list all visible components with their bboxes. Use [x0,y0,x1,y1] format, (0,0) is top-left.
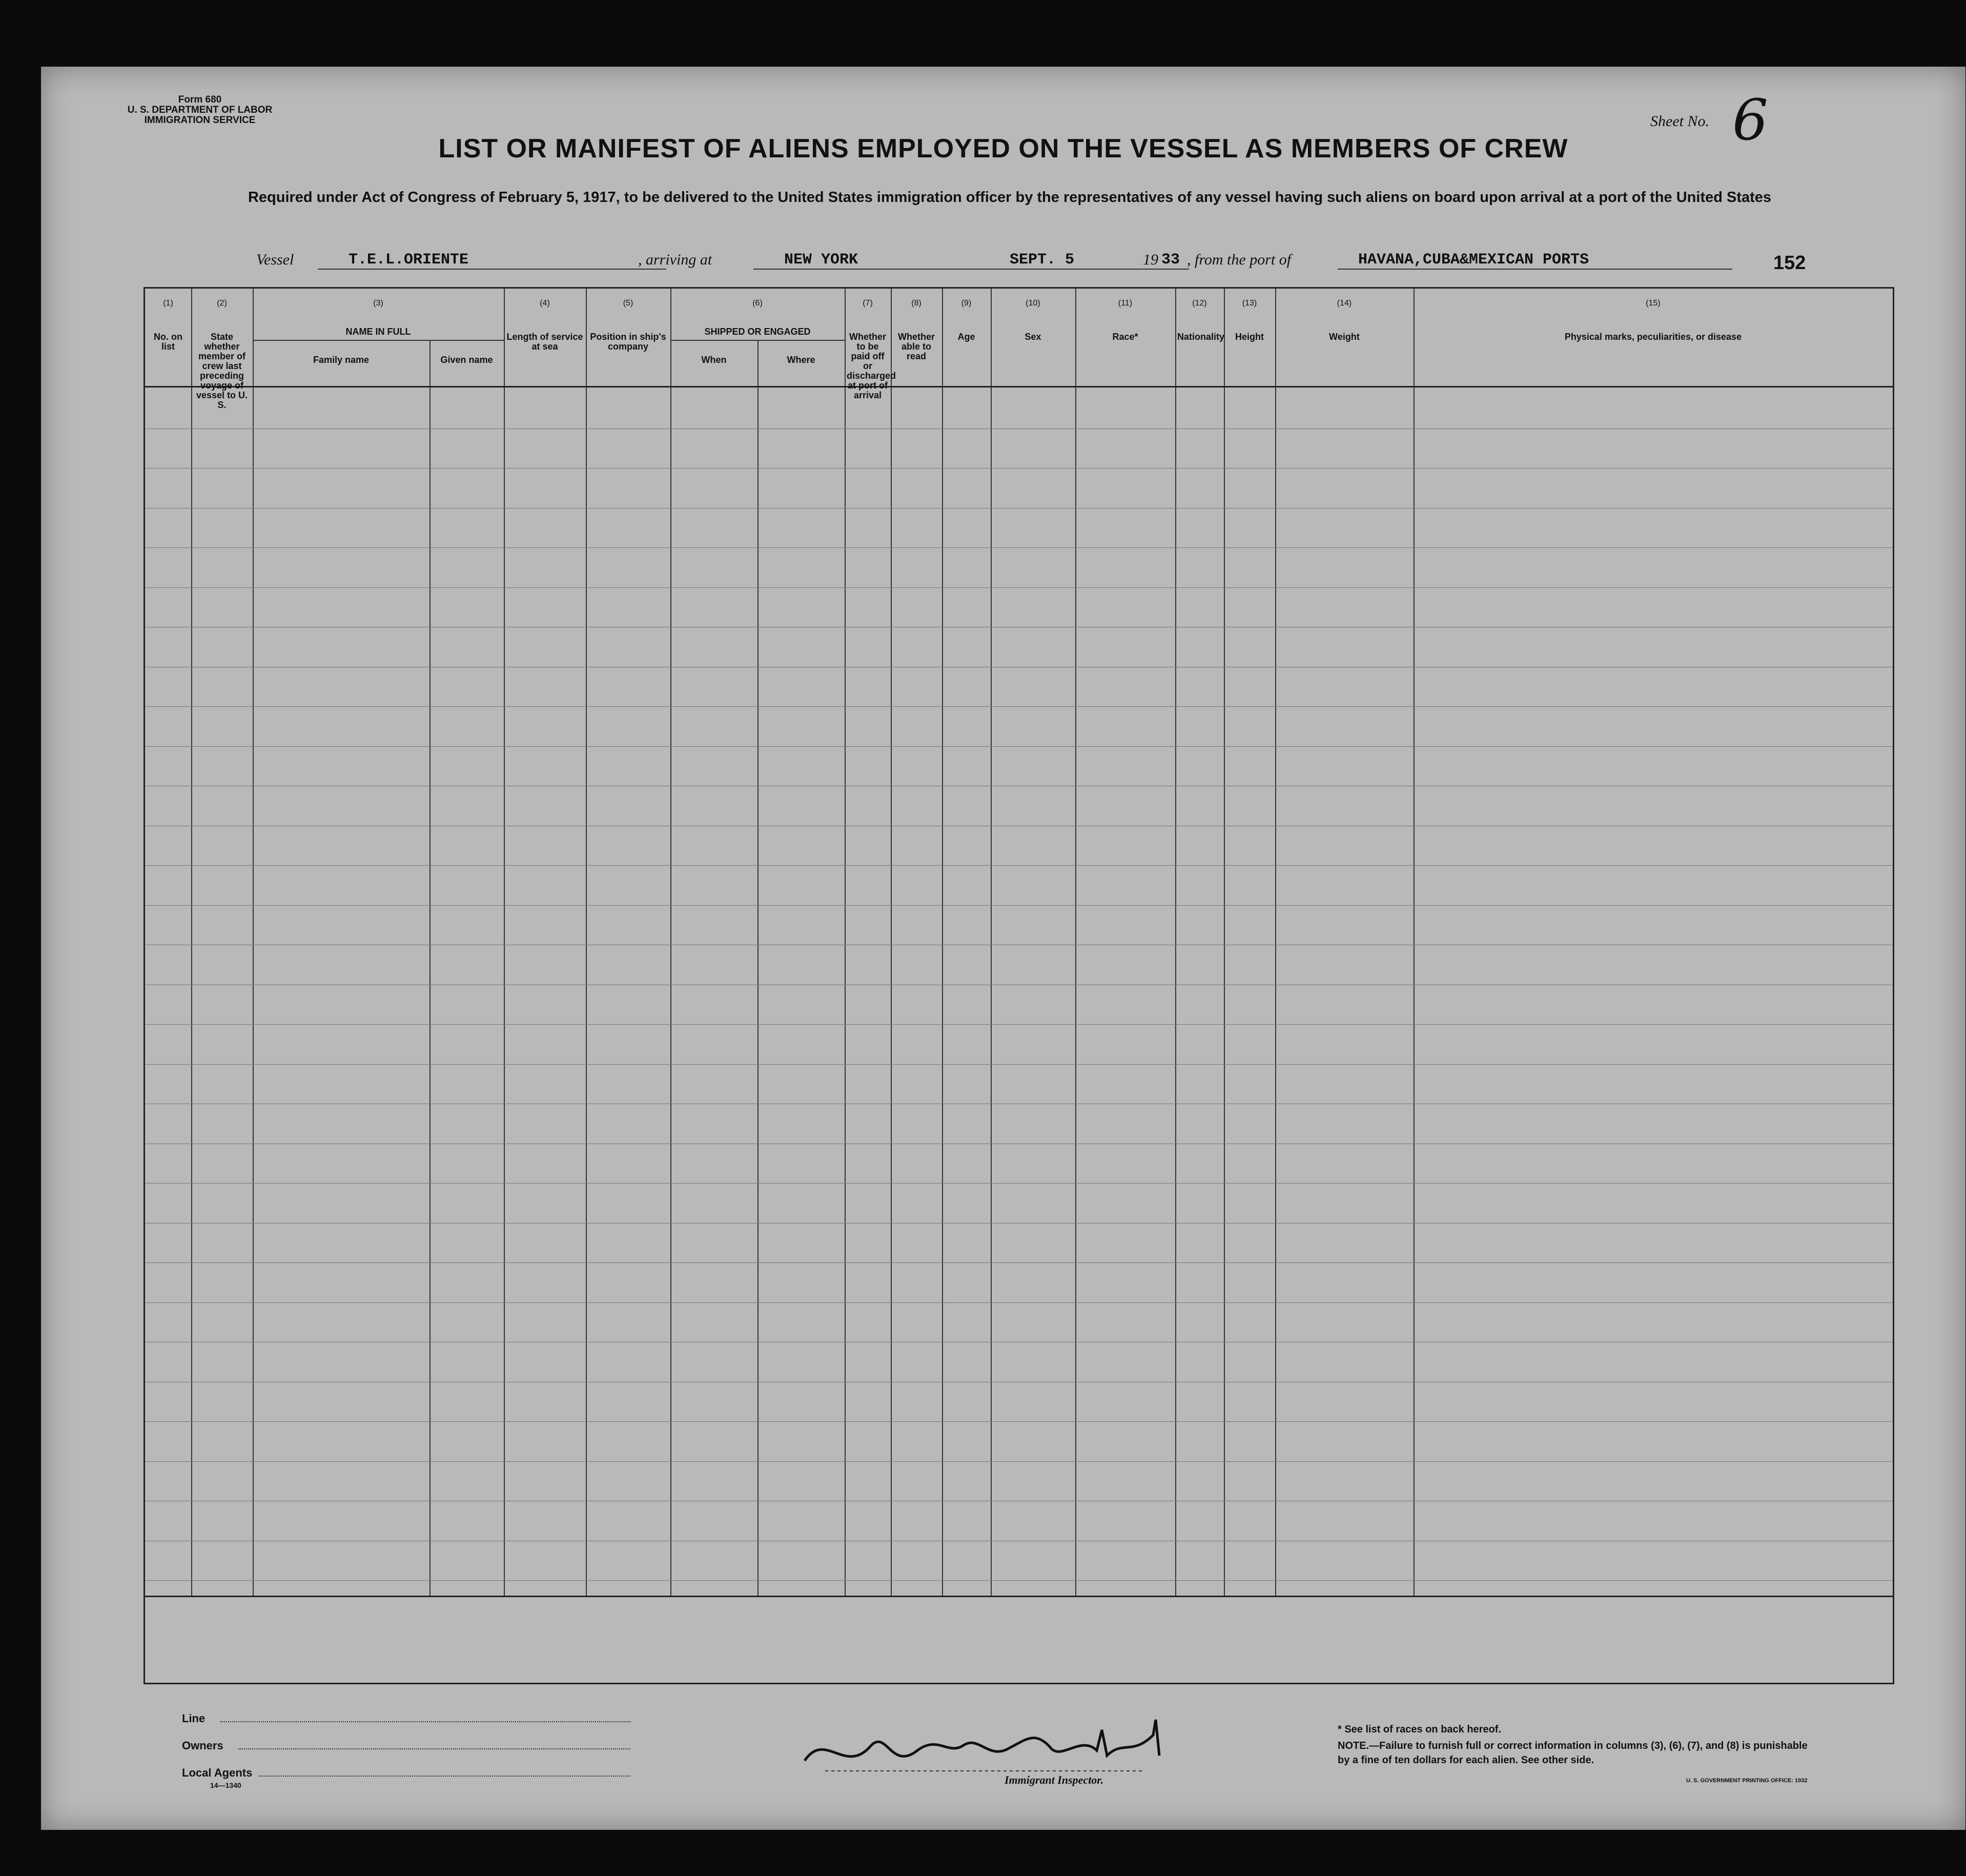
fine-note: NOTE.—Failure to furnish full or correct information in columns (3), (6), (7), and (8) is punishable by a fine of ten dollars for each alien. See other side. [1338,1740,1808,1766]
column-divider [670,289,671,1596]
column-number: (13) [1242,299,1257,308]
row-divider [145,865,1893,866]
owners-field [238,1748,630,1749]
column-number: (2) [217,299,227,308]
column-divider [586,289,587,1596]
row-divider [145,1262,1893,1263]
column-header: Nationality [1177,332,1225,342]
vessel-label: Vessel [256,251,294,268]
column-subheader: Family name [313,355,370,365]
row-divider [145,706,1893,707]
column-divider [757,340,759,1596]
from-port: HAVANA,CUBA&MEXICAN PORTS [1338,251,1732,270]
column-header: Height [1235,332,1264,342]
year-value: 33 [1161,251,1180,269]
column-header: Sex [1025,332,1041,342]
page-subtitle: Required under Act of Congress of February 5, 1917, to be delivered to the United States immigration officer by the representatives of any vessel having such aliens on board upon arrival at a port of the United States [248,189,1772,206]
sheet-no-value: 6 [1732,87,1768,153]
sheet-no-label: Sheet No. [1650,113,1709,130]
column-number: (10) [1026,299,1040,308]
column-divider [942,289,943,1596]
row-divider [145,1223,1893,1224]
crew-table [144,287,1894,1684]
column-header: State whether member of crew last preceding voyage of vessel to U. S. [196,332,248,410]
column-number: (12) [1192,299,1207,308]
column-header: Physical marks, peculiarities, or disease [1564,332,1742,342]
column-divider [991,289,992,1596]
page-title: LIST OR MANIFEST OF ALIENS EMPLOYED ON THE VESSEL AS MEMBERS OF CREW [438,134,1568,164]
column-number: (7) [863,299,873,308]
column-divider [191,289,192,1596]
arrival-date: SEPT. 5 [964,251,1189,270]
column-number: (14) [1337,299,1352,308]
manifest-sheet [41,67,1965,1830]
column-number: (8) [911,299,921,308]
column-number: (4) [540,299,550,308]
agents-field [259,1776,630,1777]
header-divider [145,386,1893,388]
column-header: Age [957,332,975,342]
row-divider [145,1580,1893,1581]
column-header: NAME IN FULL [345,327,411,337]
column-subheader: Given name [440,355,493,365]
row-divider [145,1064,1893,1065]
column-divider [504,289,505,1596]
row-divider [145,547,1893,548]
column-divider [429,340,431,1596]
page-number: 152 [1773,252,1806,274]
line-label: Line [182,1712,206,1725]
row-divider [145,587,1893,588]
column-header: Weight [1329,332,1360,342]
column-divider [1275,289,1276,1596]
line-field [220,1721,630,1722]
row-divider [145,1302,1893,1303]
column-divider [253,289,254,1596]
year-prefix: 19 [1143,251,1158,268]
column-header: Whether to be paid off or discharged at port of arrival [847,332,896,400]
column-header: Length of service at sea [506,332,583,352]
vessel-name: T.E.L.ORIENTE [318,251,666,270]
column-subheader: Where [787,355,815,365]
table-body-bottom [145,1596,1893,1597]
column-header: Whether able to read [898,332,935,361]
column-divider [845,289,846,1596]
races-note: * See list of races on back hereof. [1338,1724,1502,1735]
arrival-port: NEW YORK [753,251,984,270]
column-divider [1414,289,1415,1596]
subheader-divider [670,340,845,341]
column-subheader: When [701,355,727,365]
form-number: Form 680 [178,94,222,105]
printer-note: U. S. GOVERNMENT PRINTING OFFICE: 1932 [1686,1778,1808,1784]
column-header: Position in ship's company [590,332,666,352]
column-header: Race* [1112,332,1138,342]
column-divider [1075,289,1076,1596]
form-header [118,95,282,126]
row-divider [145,1183,1893,1184]
owners-label: Owners [182,1739,223,1752]
form-dept: U. S. DEPARTMENT OF LABOR [127,105,273,115]
agents-label: Local Agents [182,1766,253,1779]
column-header: No. on list [154,332,182,352]
row-divider [145,746,1893,747]
agents-code: 14—1340 [210,1781,241,1789]
row-divider [145,1024,1893,1025]
column-divider [891,289,892,1596]
row-divider [145,1461,1893,1462]
column-number: (9) [961,299,972,308]
column-number: (15) [1646,299,1661,308]
column-number: (1) [163,299,173,308]
column-number: (11) [1118,299,1133,308]
column-number: (5) [623,299,633,308]
column-header: SHIPPED OR ENGAGED [704,327,811,337]
inspector-label: Immigrant Inspector. [1005,1773,1104,1786]
subheader-divider [253,340,504,341]
column-divider [1175,289,1176,1596]
row-divider [145,905,1893,906]
row-divider [145,1421,1893,1422]
column-number: (3) [373,299,383,308]
column-divider [1224,289,1225,1596]
column-number: (6) [752,299,763,308]
form-service: IMMIGRATION SERVICE [144,115,256,126]
from-label: , from the port of [1187,251,1292,268]
arriving-label: , arriving at [638,251,712,268]
